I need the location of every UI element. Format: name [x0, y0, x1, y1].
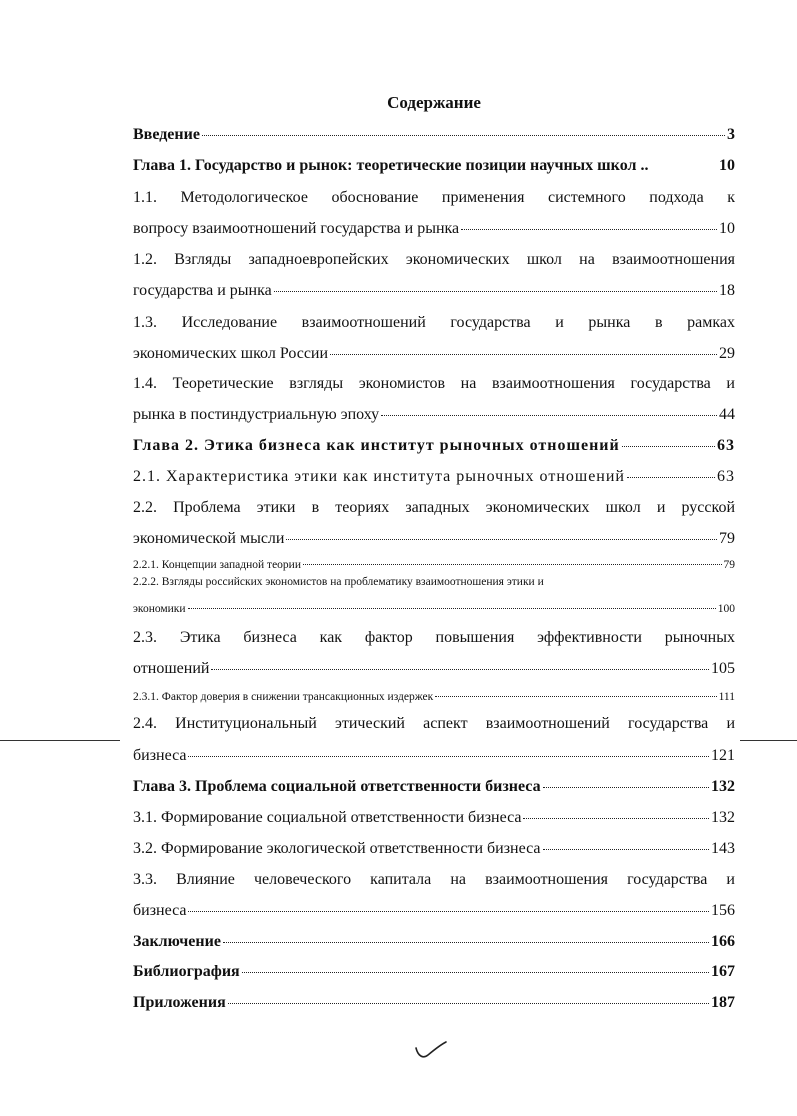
toc-entry-page: 187 — [711, 994, 735, 1011]
toc-entry-page: 143 — [711, 840, 735, 857]
toc-entry-line1: 1.4. Теоретические взгляды экономистов на взаимоотношения государства и — [133, 375, 735, 392]
toc-entry-1-2 — [133, 250, 735, 270]
toc-entry-text: Глава 3. Проблема социальной ответственности бизнеса — [133, 778, 541, 795]
toc-entry-chapter-2 — [133, 436, 735, 456]
toc-entry-line1: 2.3. Этика бизнеса как фактор повышения эффективности рыночных — [133, 629, 735, 646]
toc-entry-page: 132 — [711, 778, 735, 795]
toc-entry-1-1 — [133, 188, 735, 208]
toc-entry-text: вопросу взаимоотношений государства и рынка — [133, 220, 460, 237]
toc-entry-text: 2.2.1. Концепции западной теории — [133, 559, 301, 571]
toc-entry-text: 3.2. Формирование экологической ответственности бизнеса — [133, 840, 541, 857]
toc-entry-page: 100 — [717, 603, 735, 615]
toc-entry-page: 10 — [719, 220, 735, 237]
toc-title: Содержание — [387, 93, 481, 112]
toc-entry-3-2 — [133, 839, 735, 859]
toc-entry-appendices — [133, 993, 735, 1013]
toc-entry-page: 63 — [717, 468, 735, 485]
toc-entry-page: 63 — [717, 437, 735, 454]
toc-entry-page: 29 — [719, 345, 735, 362]
toc-entry-page: 121 — [711, 747, 735, 764]
check-mark-icon — [414, 1040, 448, 1062]
toc-entry-text: 2.3.1. Фактор доверия в снижении трансакционных издержек — [133, 691, 434, 703]
toc-entry-line1: 1.1. Методологическое обоснование применения системного подхода к — [133, 189, 735, 206]
toc-entry-text: экономики — [133, 603, 186, 615]
toc-entry-page: 10 — [719, 157, 735, 174]
scan-fold-line-left — [0, 740, 120, 741]
toc-entry-page: 79 — [723, 559, 735, 571]
toc-entry-text: бизнеса — [133, 902, 187, 919]
toc-entry-conclusion — [133, 932, 735, 952]
toc-entry-text: Приложения — [133, 994, 226, 1011]
toc-entry-page: 18 — [719, 282, 735, 299]
toc-entry-line1: 1.3. Исследование взаимоотношений государства и рынка в рамках — [133, 314, 735, 331]
toc-entry-3-1 — [133, 808, 735, 828]
toc-entry-text: Глава 1. Государство и рынок: теоретические позиции научных школ .. — [133, 157, 649, 174]
toc-entry-chapter-3 — [133, 777, 735, 797]
toc-entry-1-3 — [133, 313, 735, 333]
toc-entry-page: 167 — [711, 963, 735, 980]
toc-entry-text: рынка в постиндустриальную эпоху — [133, 406, 380, 423]
toc-entry-line1: 2.4. Институциональный этический аспект взаимоотношений государства и — [133, 715, 735, 732]
toc-entry-text: Библиография — [133, 963, 240, 980]
toc-entry-line1: 1.2. Взгляды западноевропейских экономических школ на взаимоотношения — [133, 251, 735, 268]
toc-entry-page: 3 — [727, 126, 735, 143]
toc-entry-2-3-1 — [133, 690, 735, 705]
toc-entry-text: 2.1. Характеристика этики как института рыночных отношений — [133, 468, 625, 485]
toc-entry-text: Глава 2. Этика бизнеса как институт рыночных отношений — [133, 437, 620, 454]
toc-entry-text: экономических школ России — [133, 345, 329, 362]
toc-entry-text: экономической мысли — [133, 530, 285, 547]
toc-entry-2-2-2 — [133, 575, 735, 590]
toc-entry-text: 3.1. Формирование социальной ответственности бизнеса — [133, 809, 522, 826]
toc-entry-1-4 — [133, 374, 735, 394]
toc-entry-page: 111 — [718, 691, 735, 703]
scan-fold-line-right — [740, 740, 797, 741]
toc-entry-page: 105 — [711, 660, 735, 677]
toc-entry-line1: 2.2. Проблема этики в теориях западных экономических школ и русской — [133, 499, 735, 516]
toc-entry-3-3 — [133, 870, 735, 890]
toc-entry-chapter-1 — [133, 156, 735, 176]
toc-entry-page: 44 — [719, 406, 735, 423]
toc-entry-page: 166 — [711, 933, 735, 950]
toc-entry-2-2-1 — [133, 558, 735, 573]
toc-entry-text: отношений — [133, 660, 210, 677]
toc-entry-line1: 3.3. Влияние человеческого капитала на взаимоотношения государства и — [133, 871, 735, 888]
toc-entry-page: 156 — [711, 902, 735, 919]
toc-entry-2-2 — [133, 498, 735, 518]
toc-entry-text: Заключение — [133, 933, 221, 950]
toc-entry-bibliography — [133, 962, 735, 982]
toc-entry-line1: 2.2.2. Взгляды российских экономистов на проблематику взаимоотношения этики и — [133, 576, 544, 588]
toc-entry-2-4 — [133, 714, 735, 734]
toc-entry-2-1 — [133, 467, 735, 487]
toc-entry-page: 79 — [719, 530, 735, 547]
toc-entry-text: государства и рынка — [133, 282, 272, 299]
toc-entry-2-3 — [133, 628, 735, 648]
toc-entry-page: 132 — [711, 809, 735, 826]
toc-entry-text: Введение — [133, 126, 200, 143]
toc-entry-text: бизнеса — [133, 747, 187, 764]
toc-entry-introduction — [133, 125, 735, 145]
